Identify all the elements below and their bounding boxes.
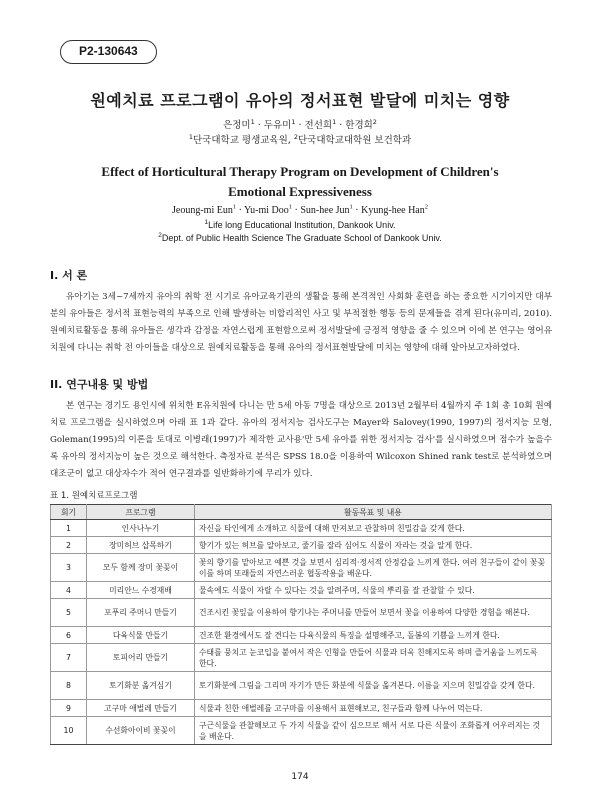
author-separator: · (292, 205, 301, 216)
affiliations-korean (0, 132, 600, 146)
author-separator: · (336, 120, 346, 131)
methods-paragraph: 본 연구는 경기도 용인시에 위치한 E유치원에 다니는 만 5세 아동 7명을 대상으로 2013년 2월부터 4월까지 주 1회 총 10회 원예치료 프로그램을 실시하였으며 아래 표 1과 같다. 유아의 정서지능 검사도구는 Mayer와 Salovey(1990, 1997)의 정서지능 모형, Goleman(1995)의 이론을 토대로 이병래(1997)가 제작한 교사용'만 5세 유아를 위한 정서지능 검사'를 실시하였으며 점수가 높을수록 유아의 정서지능이 높은 것으로 해석한다. 측정자료 분석은 SPSS 18.0을 이용하여 Wilcoxon Shined rank test로 분석하였으며 대조군이 없고 대상자수가 적어 연구결과를 일반화하기에 무리가 있다. (50, 401, 552, 479)
author-name: Jeoung-mi Eun (172, 205, 233, 216)
table-row (51, 520, 552, 537)
program-content: 물속에도 식물이 자랄 수 있다는 것을 알려주며, 식물의 뿌리를 잘 관찰할 수 있다. (195, 582, 552, 599)
table-row (51, 599, 552, 627)
program-table (50, 504, 552, 745)
program-content: 건조한 환경에서도 잘 견디는 다육식물의 특징을 설명해주고, 돌봄의 기쁨을 느끼게 한다. (195, 627, 552, 644)
table-header-row (51, 505, 552, 520)
program-name: 고구마 애벌레 만들기 (87, 700, 195, 717)
author-name: 두유미 (263, 120, 292, 131)
poster-id-badge: P2-130643 (60, 40, 157, 64)
program-content: 구근식물을 관찰해보고 두 가지 식물을 같이 심으므로 해서 서로 다른 식물이 조화롭게 어우러지는 것을 배운다. (195, 717, 552, 745)
header-session: 회기 (51, 505, 87, 520)
author-sup: 1 (291, 117, 296, 126)
author-sup: 1 (288, 203, 293, 211)
table-row (51, 700, 552, 717)
program-name: 장미허브 삽목하기 (87, 537, 195, 554)
session-number: 7 (51, 644, 87, 672)
table-row (51, 672, 552, 700)
author-name: Kyung-hee Han (361, 205, 425, 216)
affiliation-2: 단국대학교대학원 보건학과 (297, 135, 412, 146)
session-number: 9 (51, 700, 87, 717)
session-number: 4 (51, 582, 87, 599)
table-row (51, 537, 552, 554)
paper-title-english: Effect of Horticultural Therapy Program on Development of Children's Emotional Expressiveness (101, 164, 499, 199)
author-sup: 1 (232, 203, 237, 211)
program-content: 식물과 친한 애벌레를 고구마를 이용해서 표현해보고, 친구들과 함께 나누어 먹는다. (195, 700, 552, 717)
paper-title-korean: 원예치료 프로그램이 유아의 정서표현 발달에 미치는 영향 (90, 91, 510, 110)
affil-sup: 2 (293, 132, 298, 141)
session-number: 10 (51, 717, 87, 745)
introduction-paragraph: 유아기는 3세~7세까지 유아의 취학 전 시기로 유아교육기관의 생활을 통해 본격적인 사회화 훈련을 하는 중요한 시기이지만 대부분의 유아들은 정서적 표현능력의 부족으로 인해 발생하는 비합리적인 사고 및 부적절한 행동 등의 문제들을 겪게 된다(유미리, 2010). 원예치료활동을 통해 유아들은 생각과 감정을 자연스럽게 표현함으로써 정서발달에 긍정적 영향을 줄 수 있으며 이에 본 연구는 영어유치원에 다니는 취학 전 아이들을 대상으로 원예치료활동을 통해 유아의 정서표현발달에 미치는 영향에 대해 알아보고자하였다. (50, 292, 552, 353)
session-number: 8 (51, 672, 87, 700)
program-name: 토기화분 옮겨심기 (87, 672, 195, 700)
affiliation-english-1 (0, 220, 600, 230)
table-row (51, 582, 552, 599)
program-name: 토피어리 만들기 (87, 644, 195, 672)
table-row (51, 627, 552, 644)
author-name: 전선희 (304, 120, 333, 131)
program-content: 건조시킨 꽃잎을 이용하여 향기나는 주머니를 만들어 보면서 꽃을 이용하여 다양한 경험을 해본다. (195, 599, 552, 627)
session-number: 1 (51, 520, 87, 537)
author-sup: 2 (372, 117, 377, 126)
table-caption: 표 1. 원예치료프로그램 (50, 491, 138, 501)
affiliation-english-2 (0, 233, 600, 243)
table-row (51, 554, 552, 582)
authors-english (0, 205, 600, 216)
affil-sup: 1 (188, 132, 193, 141)
author-separator: · (352, 205, 362, 216)
session-number: 2 (51, 537, 87, 554)
program-name: 미리안느 수경재배 (87, 582, 195, 599)
table-row (51, 644, 552, 672)
program-content: 꽃의 향기를 맡아보고 예쁜 것을 보면서 심리적·정서적 안정감을 느끼게 한다. 여러 친구들이 같이 꽃꽂이를 하며 또래들의 자연스러운 협동작용을 배운다. (195, 554, 552, 582)
author-separator: · (254, 120, 264, 131)
header-program: 프로그램 (87, 505, 195, 520)
author-separator: · (295, 120, 305, 131)
program-content: 수태를 뭉치고 눈코입을 붙여서 작은 인형을 만들어 식물과 더욱 친해지도록 하며 즐거움을 느끼도록 한다. (195, 644, 552, 672)
author-sup: 1 (332, 117, 337, 126)
table-row (51, 717, 552, 745)
header-content: 활동목표 및 내용 (195, 505, 552, 520)
section-heading-methods: II. 연구내용 및 방법 (50, 378, 149, 391)
session-number: 6 (51, 627, 87, 644)
affil-sup: 1 (204, 219, 209, 226)
program-content: 토기화분에 그림을 그리며 자기가 만든 화분에 식물을 옮겨본다. 이름을 지으며 친밀감을 갖게 한다. (195, 672, 552, 700)
authors-korean (0, 117, 600, 131)
page-number: 174 (291, 772, 309, 782)
author-name: 한경희 (345, 120, 373, 131)
program-name: 인사나누기 (87, 520, 195, 537)
program-content: 자신을 타인에게 소개하고 식물에 대해 만져보고 관찰하며 친밀감을 갖게 한다. (195, 520, 552, 537)
program-name: 포푸리 주머니 만들기 (87, 599, 195, 627)
affiliation-text: Dept. of Public Health Science The Graduate School of Dankook Univ. (161, 233, 442, 243)
program-name: 수선화아이비 꽃꽂이 (87, 717, 195, 745)
author-sup: 1 (250, 117, 255, 126)
author-name: 은정미 (223, 120, 251, 131)
affil-sup: 2 (158, 232, 162, 239)
affiliation-text: Life long Educational Institution, Dankook Univ. (208, 220, 396, 230)
program-content: 향기가 있는 허브를 알아보고, 줄기를 잘라 심어도 식물이 자라는 것을 알게 한다. (195, 537, 552, 554)
session-number: 5 (51, 599, 87, 627)
author-separator: · (236, 205, 245, 216)
section-heading-introduction: I. 서 론 (50, 269, 88, 282)
author-name: Yu-mi Doo (244, 205, 289, 216)
session-number: 3 (51, 554, 87, 582)
author-sup: 2 (424, 203, 428, 211)
program-name: 다육식물 만들기 (87, 627, 195, 644)
author-name: Sun-hee Jun (300, 205, 350, 216)
program-name: 모두 함께 장미 꽃꽂이 (87, 554, 195, 582)
author-sup: 1 (349, 203, 353, 211)
affiliation-1: 단국대학교 평생교육원, (193, 135, 294, 146)
